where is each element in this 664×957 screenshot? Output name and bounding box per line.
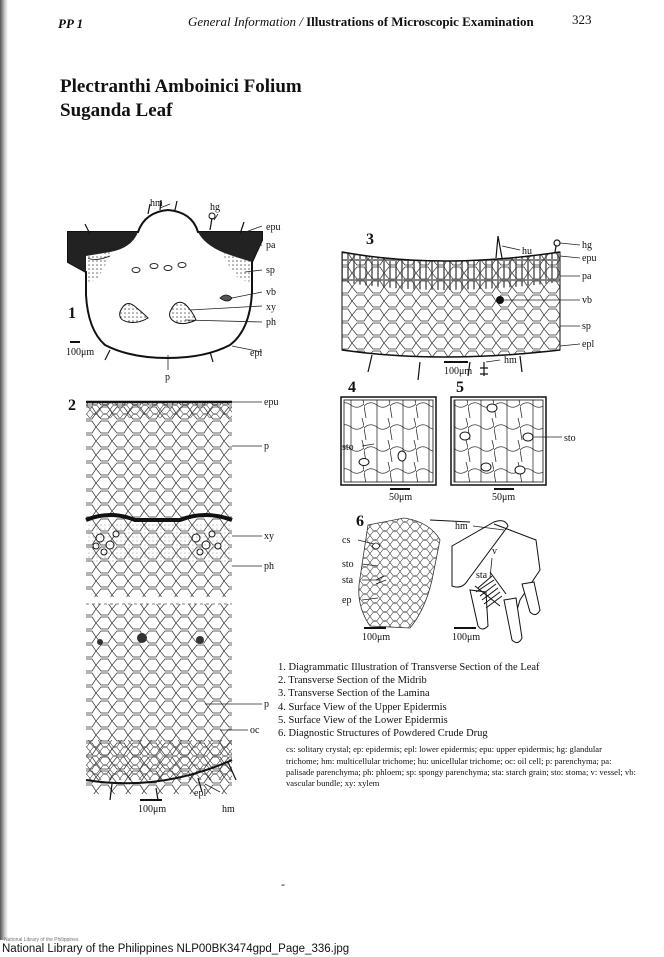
fig1-label-p: p bbox=[165, 372, 170, 383]
fig3-label-vb: vb bbox=[582, 295, 592, 306]
legend-item-2: 2. Transverse Section of the Midrib bbox=[278, 675, 427, 687]
fig2-label-hm: hm bbox=[222, 804, 235, 815]
figure-6-scale-left: 100μm bbox=[362, 632, 391, 643]
fig6-label-sto: sto bbox=[342, 559, 354, 570]
fig2-label-epu: epu bbox=[264, 397, 279, 408]
figure-6-number: 6 bbox=[356, 513, 364, 530]
figure-3-scale: 100μm bbox=[444, 366, 473, 377]
fig6-label-sta-right: sta bbox=[476, 570, 488, 581]
monograph-latin-title: Plectranthi Amboinici Folium bbox=[60, 76, 302, 97]
fig3-label-epl: epl bbox=[582, 339, 595, 350]
fig1-label-hg: hg bbox=[210, 202, 220, 213]
fig1-label-epl: epl bbox=[250, 348, 263, 359]
fig6-label-sta-left: sta bbox=[342, 575, 354, 586]
monograph-common-title: Suganda Leaf bbox=[60, 100, 173, 121]
fig1-label-xy: xy bbox=[266, 302, 276, 313]
fig3-label-hm: hm bbox=[504, 355, 517, 366]
figure-5-number: 5 bbox=[456, 379, 464, 396]
figure-legend bbox=[278, 661, 648, 790]
legend-item-1: 1. Diagrammatic Illustration of Transverse Section of the Leaf bbox=[278, 662, 540, 673]
fig1-label-vb: vb bbox=[266, 287, 276, 298]
scan-stamp: National Library of the Philippines bbox=[4, 937, 79, 943]
figure-4-number: 4 bbox=[348, 379, 356, 396]
figure-2-number: 2 bbox=[68, 397, 76, 414]
fig1-label-hm: hm bbox=[150, 198, 163, 209]
fig5-label-sto: sto bbox=[564, 433, 576, 444]
legend-item-3: 3. Transverse Section of the Lamina bbox=[278, 688, 430, 700]
figure-3-number: 3 bbox=[366, 231, 374, 248]
fig3-label-pa: pa bbox=[582, 271, 592, 282]
figure-2-midrib bbox=[68, 397, 278, 815]
figure-1-diagram bbox=[66, 198, 280, 383]
fig6-label-v: v bbox=[492, 546, 497, 557]
legend-item-4: 4. Surface View of the Upper Epidermis bbox=[278, 701, 447, 713]
figure-4-scale: 50μm bbox=[389, 492, 413, 503]
fig4-label-sto: sto bbox=[342, 442, 354, 453]
fig2-label-oc: oc bbox=[250, 725, 260, 736]
figure-4-upper-epidermis bbox=[341, 379, 436, 503]
fig2-label-xy: xy bbox=[264, 531, 274, 542]
fig3-label-epu: epu bbox=[582, 253, 597, 264]
abbreviation-key: cs: solitary crystal; ep: epidermis; epl: lower epidermis; epu: upper epidermis; hg: glandular trichome; hm: multicellular trichome; hu: unicellular trichome; oc: oil cell; p: parenchyma; pa: palisade parenchyma; ph: phloem; sp: spongy parenchyma; sta: starch grain; sto: stoma; v: vessel; vb: vascular bundle; xy: xylem bbox=[286, 744, 636, 789]
fig2-label-p-top: p bbox=[264, 441, 269, 452]
fig3-label-hg: hg bbox=[582, 240, 592, 251]
fig3-label-sp: sp bbox=[582, 321, 591, 332]
figure-5-scale: 50μm bbox=[492, 492, 516, 503]
figure-6-scale-right: 100μm bbox=[452, 632, 481, 643]
page-number: 323 bbox=[572, 12, 592, 27]
figure-6-powder bbox=[342, 513, 540, 643]
fig2-label-p-low: p bbox=[264, 699, 269, 710]
center-mark: - bbox=[281, 877, 285, 891]
figure-1-scale: 100μm bbox=[66, 347, 95, 358]
figure-3-lamina bbox=[342, 231, 596, 380]
running-title-italic: General Information / bbox=[188, 14, 303, 29]
fig6-label-ep: ep bbox=[342, 595, 352, 606]
figure-1-number: 1 bbox=[68, 305, 76, 322]
fig1-label-sp: sp bbox=[266, 265, 275, 276]
legend-item-6: 6. Diagnostic Structures of Powdered Crude Drug bbox=[278, 728, 488, 740]
fig1-label-pa: pa bbox=[266, 240, 276, 251]
fig1-label-epu: epu bbox=[266, 222, 281, 233]
section-code: PP 1 bbox=[58, 16, 84, 31]
fig2-label-epl: epl bbox=[194, 788, 207, 799]
legend-item-5: 5. Surface View of the Lower Epidermis bbox=[278, 714, 448, 726]
fig1-label-ph: ph bbox=[266, 317, 276, 328]
figure-2-scale: 100μm bbox=[138, 804, 167, 815]
fig6-label-cs: cs bbox=[342, 535, 351, 546]
running-title-bold: Illustrations of Microscopic Examination bbox=[306, 14, 534, 29]
scan-caption: National Library of the Philippines NLP00BK3474gpd_Page_336.jpg bbox=[2, 943, 350, 955]
fig3-label-hu: hu bbox=[522, 246, 532, 257]
fig6-label-hm: hm bbox=[455, 521, 468, 532]
figure-5-lower-epidermis bbox=[451, 379, 576, 503]
fig2-label-ph: ph bbox=[264, 561, 274, 572]
